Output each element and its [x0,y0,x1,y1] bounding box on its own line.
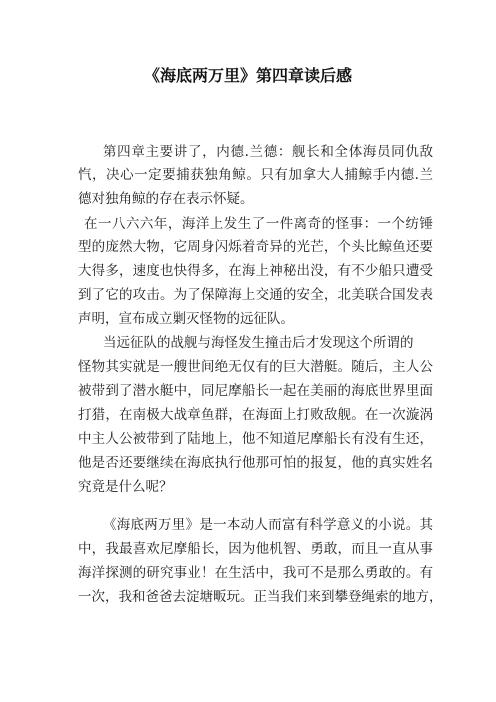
paragraph-2-line-2: 型的庞然大物，它周身闪烁着奇异的光芒，个头比鲸鱼还要 [78,239,433,255]
paragraph-1-line-3: 德对独角鲸的存在表示怀疑。 [78,191,254,207]
paragraph-4-line-3: 海洋探测的研究事业！在生活中，我可不是那么勇敢的。有 [78,565,433,581]
paragraph-3-line-4: 打猎，在南极大战章鱼群，在海面上打败敌舰。在一次漩涡 [78,407,433,423]
paragraph-3-line-3: 被带到了潜水艇中，同尼摩船长一起在美丽的海底世界里面 [78,383,433,399]
paragraph-3-line-7: 究竟是什么呢？ [78,479,173,495]
paragraph-3-line-2: 怪物其实就是一艘世间绝无仅有的巨大潜艇。随后，主人公 [78,359,433,375]
paragraph-2-line-3: 大得多，速度也快得多，在海上神秘出没，有不少船只遭受 [78,263,433,279]
paragraph-2-line-5: 声明，宣布成立剿灭怪物的远征队。 [78,311,294,327]
paragraph-4-line-4: 一次，我和爸爸去淀塘畈玩。正当我们来到攀登绳索的地方， [78,589,443,605]
paragraph-4-line-2: 中，我最喜欢尼摩船长，因为他机智、勇敢，而且一直从事 [78,541,433,557]
page-title: 《海底两万里》第四章读后感 [143,66,352,85]
paragraph-1-line-1: 第四章主要讲了，内德.兰德：舰长和全体海员同仇敌 [103,144,433,160]
paragraph-1-line-2: 忾，决心一定要捕获独角鲸。只有加拿大人捕鲸手内德.兰 [78,167,433,183]
paragraph-2-line-4: 到了它的攻击。为了保障海上交通的安全，北美联合国发表 [78,287,433,303]
paragraph-4-line-1: 《海底两万里》是一本动人而富有科学意义的小说。其 [103,517,433,533]
paragraph-3-line-6: 他是否还要继续在海底执行他那可怕的报复，他的真实姓名 [78,455,433,471]
paragraph-3-line-1: 当远征队的战舰与海怪发生撞击后才发现这个所谓的 [103,335,414,351]
paragraph-3-line-5: 中主人公被带到了陆地上，他不知道尼摩船长有没有生还， [78,431,433,447]
paragraph-2-line-1: 在一八六六年，海洋上发生了一件离奇的怪事：一个纺锤 [84,216,433,232]
